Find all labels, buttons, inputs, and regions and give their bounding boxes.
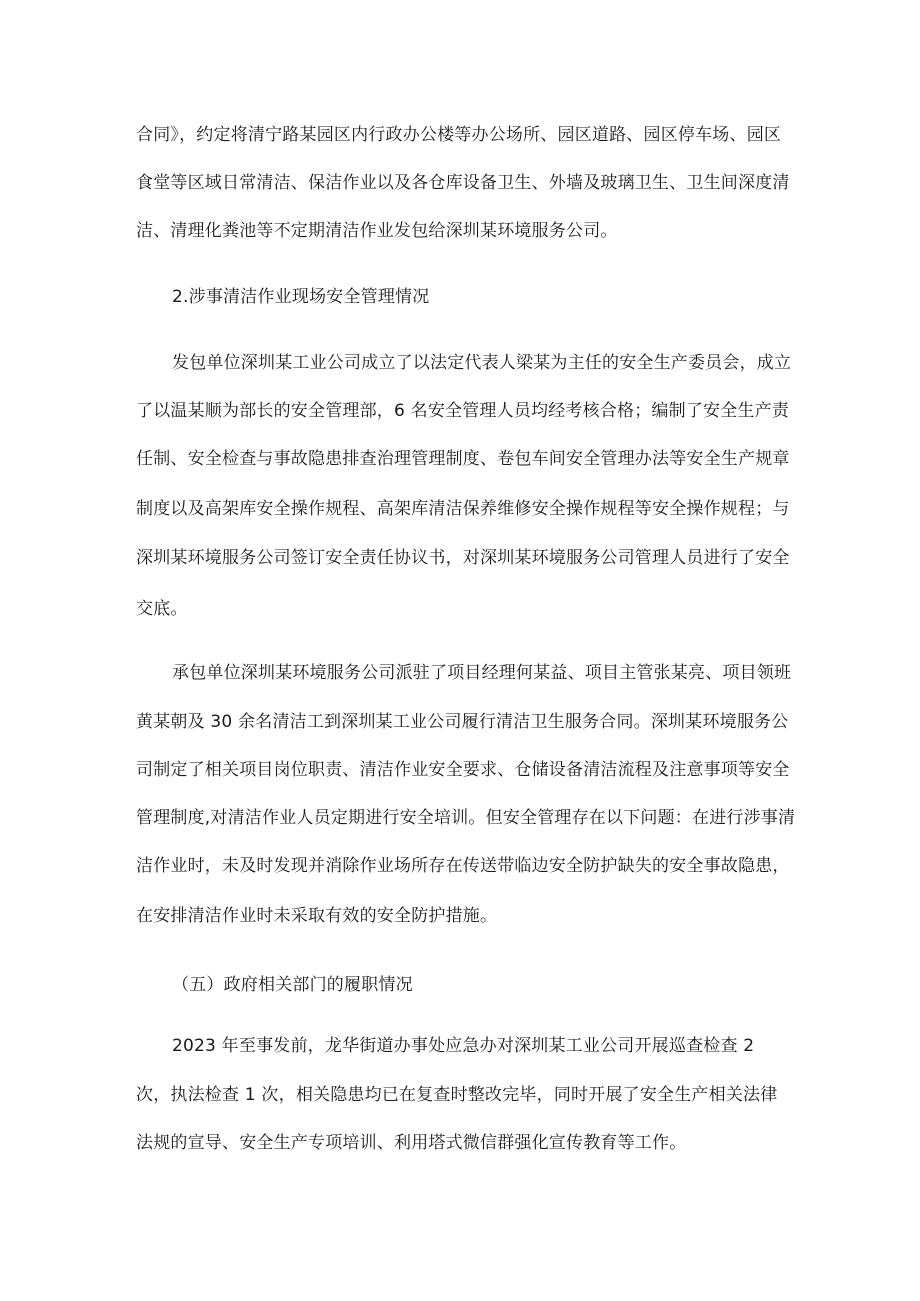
text-line: 在安排清洁作业时未采取有效的安全防护措施。 bbox=[136, 906, 498, 926]
text-line: 洁作业时，未及时发现并消除作业场所存在传送带临边安全防护缺失的安全事故隐患， bbox=[136, 856, 790, 876]
section-heading-2: 2.涉事清洁作业现场安全管理情况 bbox=[172, 287, 430, 307]
text-line: 食堂等区域日常清洁、保洁作业以及各仓库设备卫生、外墙及玻璃卫生、卫生间深度清 bbox=[136, 173, 790, 193]
text-line: 次，执法检查 1 次，相关隐患均已在复查时整改完毕，同时开展了安全生产相关法律 bbox=[136, 1085, 778, 1105]
text-line: 了以温某顺为部长的安全管理部，6 名安全管理人员均经考核合格；编制了安全生产责 bbox=[136, 401, 790, 421]
text-line: 承包单位深圳某环境服务公司派驻了项目经理何某益、项目主管张某亮、项目领班 bbox=[172, 663, 792, 683]
text-line: 发包单位深圳某工业公司成立了以法定代表人梁某为主任的安全生产委员会，成立 bbox=[172, 353, 792, 373]
text-line: 司制定了相关项目岗位职责、清洁作业安全要求、仓储设备清洁流程及注意事项等安全 bbox=[136, 760, 790, 780]
text-line: 合同》，约定将清宁路某园区内行政办公楼等办公场所、园区道路、园区停车场、园区 bbox=[136, 125, 782, 145]
text-line: 制度以及高架库安全操作规程、高架库清洁保养维修安全操作规程等安全操作规程；与 bbox=[136, 499, 790, 519]
text-line: 管理制度,对清洁作业人员定期进行安全培训。但安全管理存在以下问题：在进行涉事清 bbox=[136, 808, 796, 828]
text-line: 法规的宣导、安全生产专项培训、利用塔式微信群强化宣传教育等工作。 bbox=[136, 1133, 687, 1153]
text-line: 交底。 bbox=[136, 599, 188, 619]
text-line: 洁、清理化粪池等不定期清洁作业发包给深圳某环境服务公司。 bbox=[136, 221, 618, 241]
text-line: 2023 年至事发前，龙华街道办事处应急办对深圳某工业公司开展巡查检查 2 bbox=[172, 1036, 755, 1056]
text-line: 任制、安全检查与事故隐患排查治理管理制度、卷包车间安全管理办法等安全生产规章 bbox=[136, 449, 790, 469]
section-heading-5: （五）政府相关部门的履职情况 bbox=[172, 975, 413, 995]
text-line: 黄某朝及 30 余名清洁工到深圳某工业公司履行清洁卫生服务合同。深圳某环境服务公 bbox=[136, 712, 789, 732]
text-line: 深圳某环境服务公司签订安全责任协议书，对深圳某环境服务公司管理人员进行了安全 bbox=[136, 548, 790, 568]
